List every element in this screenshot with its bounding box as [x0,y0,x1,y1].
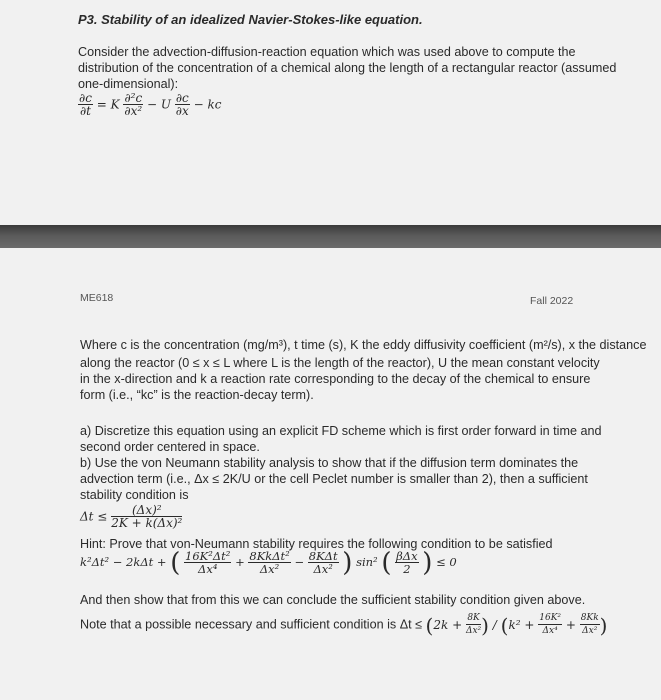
hint-t1-den: Δx⁴ [198,562,218,576]
hint-t2-den: Δx² [259,562,280,576]
page-divider [0,225,661,248]
term-label: Fall 2022 [530,295,574,307]
eq-diff-den: ∂x² [124,104,143,118]
hint-equation: k²Δt² − 2kΔt + ( $\frac{\text{16K²Δt²}}{\text{Δx⁴}}$ + $\frac{\text{8KkΔt²}}{\text{Δx²}}$ − $\frac{\text{8KΔt}}{\text{Δx²}}$ ) sin² ( $\frac{\text{βΔx}}{2}$ ) ≤ 0 [80,548,457,578]
part-b-line-2: advection term (i.e., Δx ≤ 2K/U or the cell Peclet number is smaller than 2), then a sufficient [80,472,588,486]
hint-t3-num: 8KΔt [308,549,338,563]
stability-num: (Δx)² [111,504,182,517]
note-b1-den: Δx⁴ [542,626,558,636]
note-b: k² + [508,617,535,632]
hint-suffix: ≤ 0 [436,555,457,569]
description-line-4: form (i.e., “kc” is the reaction-decay term). [80,388,314,402]
conclusion-text: And then show that from this we can conclude the sufficient stability condition given above. [80,593,586,607]
part-b-line-1: b) Use the von Neumann stability analysis to show that if the diffusion term dominates the [80,456,579,470]
eq-adv-num: ∂c [175,91,189,105]
governing-equation [78,92,221,118]
problem-title: P3. Stability of an idealized Navier-Stokes-like equation. [78,12,423,27]
description-line-1: Where c is the concentration (mg/m³), t time (s), K the eddy diffusivity coefficient (m²/s), x the distance [80,338,647,352]
intro-line-3: one-dimensional): [78,77,179,91]
description-line-3: in the x-direction and k a reaction rate corresponding to the decay of the chemical to ensure [80,372,591,386]
eq-equals: = K [96,97,120,112]
part-b-line-3: stability condition is [80,488,189,502]
note-a-num: 8K [467,613,480,623]
intro-line-2: distribution of the concentration of a chemical along the length of a rectangular reactor (assumed [78,61,617,75]
hint-text: Hint: Prove that von-Neumann stability requires the following condition to be satisfied [80,537,553,551]
eq-lhs-num: ∂c [79,91,92,105]
note-prefix: Note that a possible necessary and sufficient condition is Δt ≤ [80,617,423,632]
part-a-line-1: a) Discretize this equation using an explicit FD scheme which is first order forward in time and [80,424,602,438]
stability-lhs: Δt ≤ [80,509,108,524]
hint-sin: sin² [356,555,378,569]
note-b1-num: 16K² [539,613,562,623]
description-line-2: along the reactor (0 ≤ x ≤ L where L is the length of the reactor), U the mean constant velocity [80,356,600,370]
note-line [80,612,607,638]
note-a: 2k + [433,617,463,632]
part-a-line-2: second order centered in space. [80,440,260,454]
eq-lhs-den: ∂t [79,104,91,118]
note-b2-den: Δx² [582,626,598,636]
note-b2-num: 8Kk [580,613,599,623]
note-equation: (2k + $\frac{8K}{\text{Δx²}}$ ) / (k² + $\frac{\text{16K²}}{\text{Δx⁴}}$ + $\frac{8Kk}{\text{Δx²}}$ ) [425,613,608,637]
eq-reaction: − kc [193,97,222,112]
hint-prefix: k²Δt² − 2kΔt + [80,555,167,569]
stability-condition [80,504,182,530]
eq-minus-u: − U [147,97,171,112]
stability-den: 2K + k(Δx)² [111,516,183,530]
hint-arg-den: 2 [403,562,411,576]
course-label: ME618 [80,292,114,304]
eq-adv-den: ∂x [175,104,189,118]
eq-diff-num: ∂²c [124,91,143,105]
intro-line-1: Consider the advection-diffusion-reaction equation which was used above to compute the [78,45,576,59]
hint-t3-den: Δx² [313,562,333,576]
note-mid: / [492,617,497,632]
hint-arg-num: βΔx [396,549,418,563]
note-a-den: Δx² [465,626,482,636]
hint-t1-num: 16K²Δt² [185,549,231,563]
note-plus: + [565,617,576,632]
hint-t2-num: 8KkΔt² [249,549,290,563]
